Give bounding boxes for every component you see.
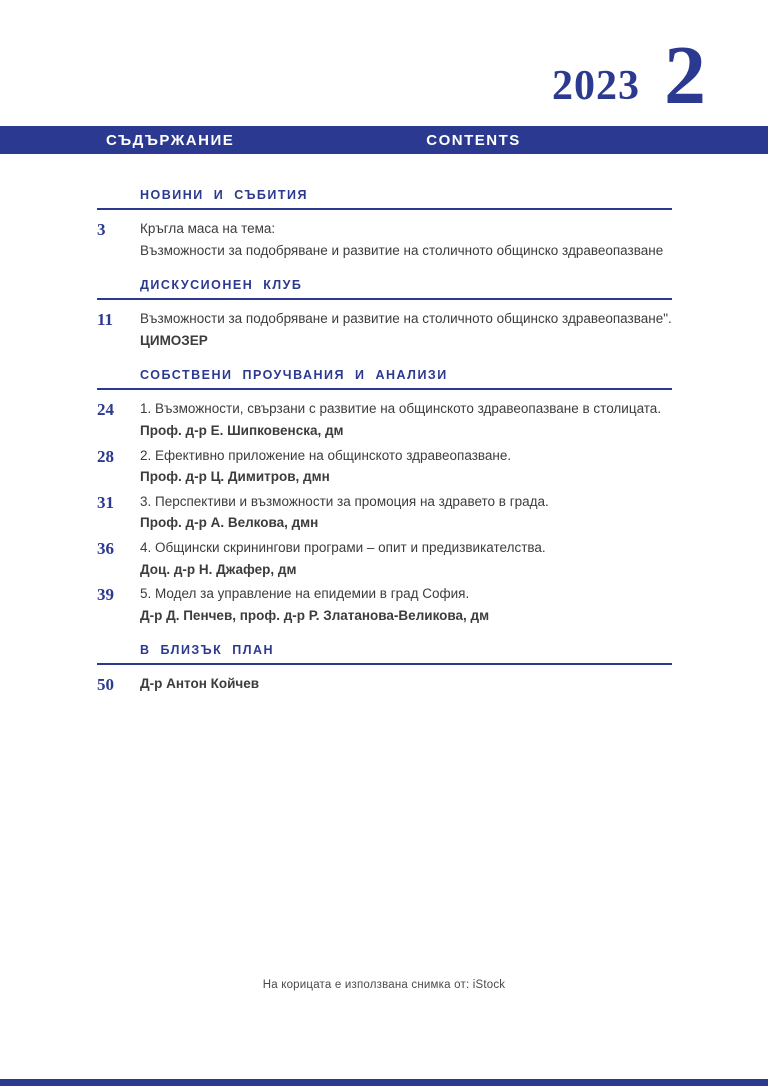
entry-title-line: 1. Възможности, свързани с развитие на общинското здравеопазване в столицата. <box>140 401 662 417</box>
entry-page-number: 28 <box>97 446 114 466</box>
entry-title-line: Възможности за подобряване и развитие на столичното общинско здравеопазване <box>140 242 664 258</box>
title-bulgarian: СЪДЪРЖАНИЕ <box>106 131 235 149</box>
toc-entry <box>97 673 672 695</box>
entry-authors: Проф. д-р Е. Шипковенска, дм <box>140 422 344 438</box>
entry-text <box>140 537 672 580</box>
section-rule <box>97 298 672 300</box>
entry-title-line: Кръгла маса на тема: <box>140 221 276 236</box>
entry-authors: Доц. д-р Н. Джафер, дм <box>140 561 297 577</box>
entry-page-number: 50 <box>97 675 114 695</box>
section-rule <box>97 388 672 390</box>
section-heading: НОВИНИ И СЪБИТИЯ <box>140 188 309 202</box>
title-english: CONTENTS <box>426 131 521 149</box>
entry-text <box>140 445 672 488</box>
entry-page-number: 36 <box>97 538 114 558</box>
entry-authors: ЦИМОЗЕР <box>140 332 208 348</box>
toc-section <box>97 643 672 695</box>
issue-year: 2023 <box>552 63 640 110</box>
entry-title-line: 4. Общински скринингови програми – опит и предизвикателства. <box>140 539 546 555</box>
entry-page-number: 24 <box>97 400 114 420</box>
section-rule <box>97 663 672 665</box>
entry-page-number: 31 <box>97 492 114 512</box>
entry-title-line: 3. Перспективи и възможности за промоция на здравето в града. <box>140 493 549 509</box>
toc-entry <box>97 445 672 488</box>
toc-section <box>97 188 672 261</box>
title-bar <box>0 126 768 154</box>
toc-entry <box>97 398 672 441</box>
section-rule <box>97 208 672 210</box>
bottom-bar <box>0 1079 768 1086</box>
entry-page-number: 39 <box>97 585 114 605</box>
section-heading: ДИСКУСИОНЕН КЛУБ <box>140 278 303 293</box>
entry-title-line: 2. Ефективно приложение на общинското здравеопазване. <box>140 447 512 463</box>
entry-page-number: 11 <box>97 310 114 330</box>
entry-text <box>140 583 672 626</box>
toc-section <box>97 278 672 351</box>
entry-text <box>140 218 672 261</box>
cover-photo-credit: На корицата е използвана снимка от: iStock <box>262 979 506 991</box>
entry-authors: Проф. д-р А. Велкова, дмн <box>140 515 319 531</box>
entry-authors: Д-р Антон Койчев <box>140 676 260 692</box>
entry-title-line: Възможности за подобряване и развитие на столичното общинско здравеопазване". <box>140 311 672 327</box>
section-heading: СОБСТВЕНИ ПРОУЧВАНИЯ И АНАЛИЗИ <box>140 368 448 383</box>
entry-text <box>140 308 672 351</box>
toc-entry <box>97 218 672 261</box>
toc-section <box>97 368 672 626</box>
toc-entry <box>97 491 672 534</box>
toc-sections <box>97 188 672 713</box>
toc-entry <box>97 308 672 351</box>
toc-entry <box>97 537 672 580</box>
entry-text <box>140 491 672 534</box>
entry-text <box>140 673 672 695</box>
toc-entry <box>97 583 672 626</box>
issue-number: 2 <box>664 29 706 122</box>
section-heading: В БЛИЗЪК ПЛАН <box>140 643 275 658</box>
entry-page-number: 3 <box>97 220 106 239</box>
entry-title-line: 5. Модел за управление на епидемии в град София. <box>140 586 470 602</box>
entry-text <box>140 398 672 441</box>
entry-authors: Д-р Д. Пенчев, проф. д-р Р. Златанова-Великова, дм <box>140 607 490 623</box>
entry-authors: Проф. д-р Ц. Димитров, дмн <box>140 469 330 485</box>
issue-masthead <box>552 29 706 122</box>
